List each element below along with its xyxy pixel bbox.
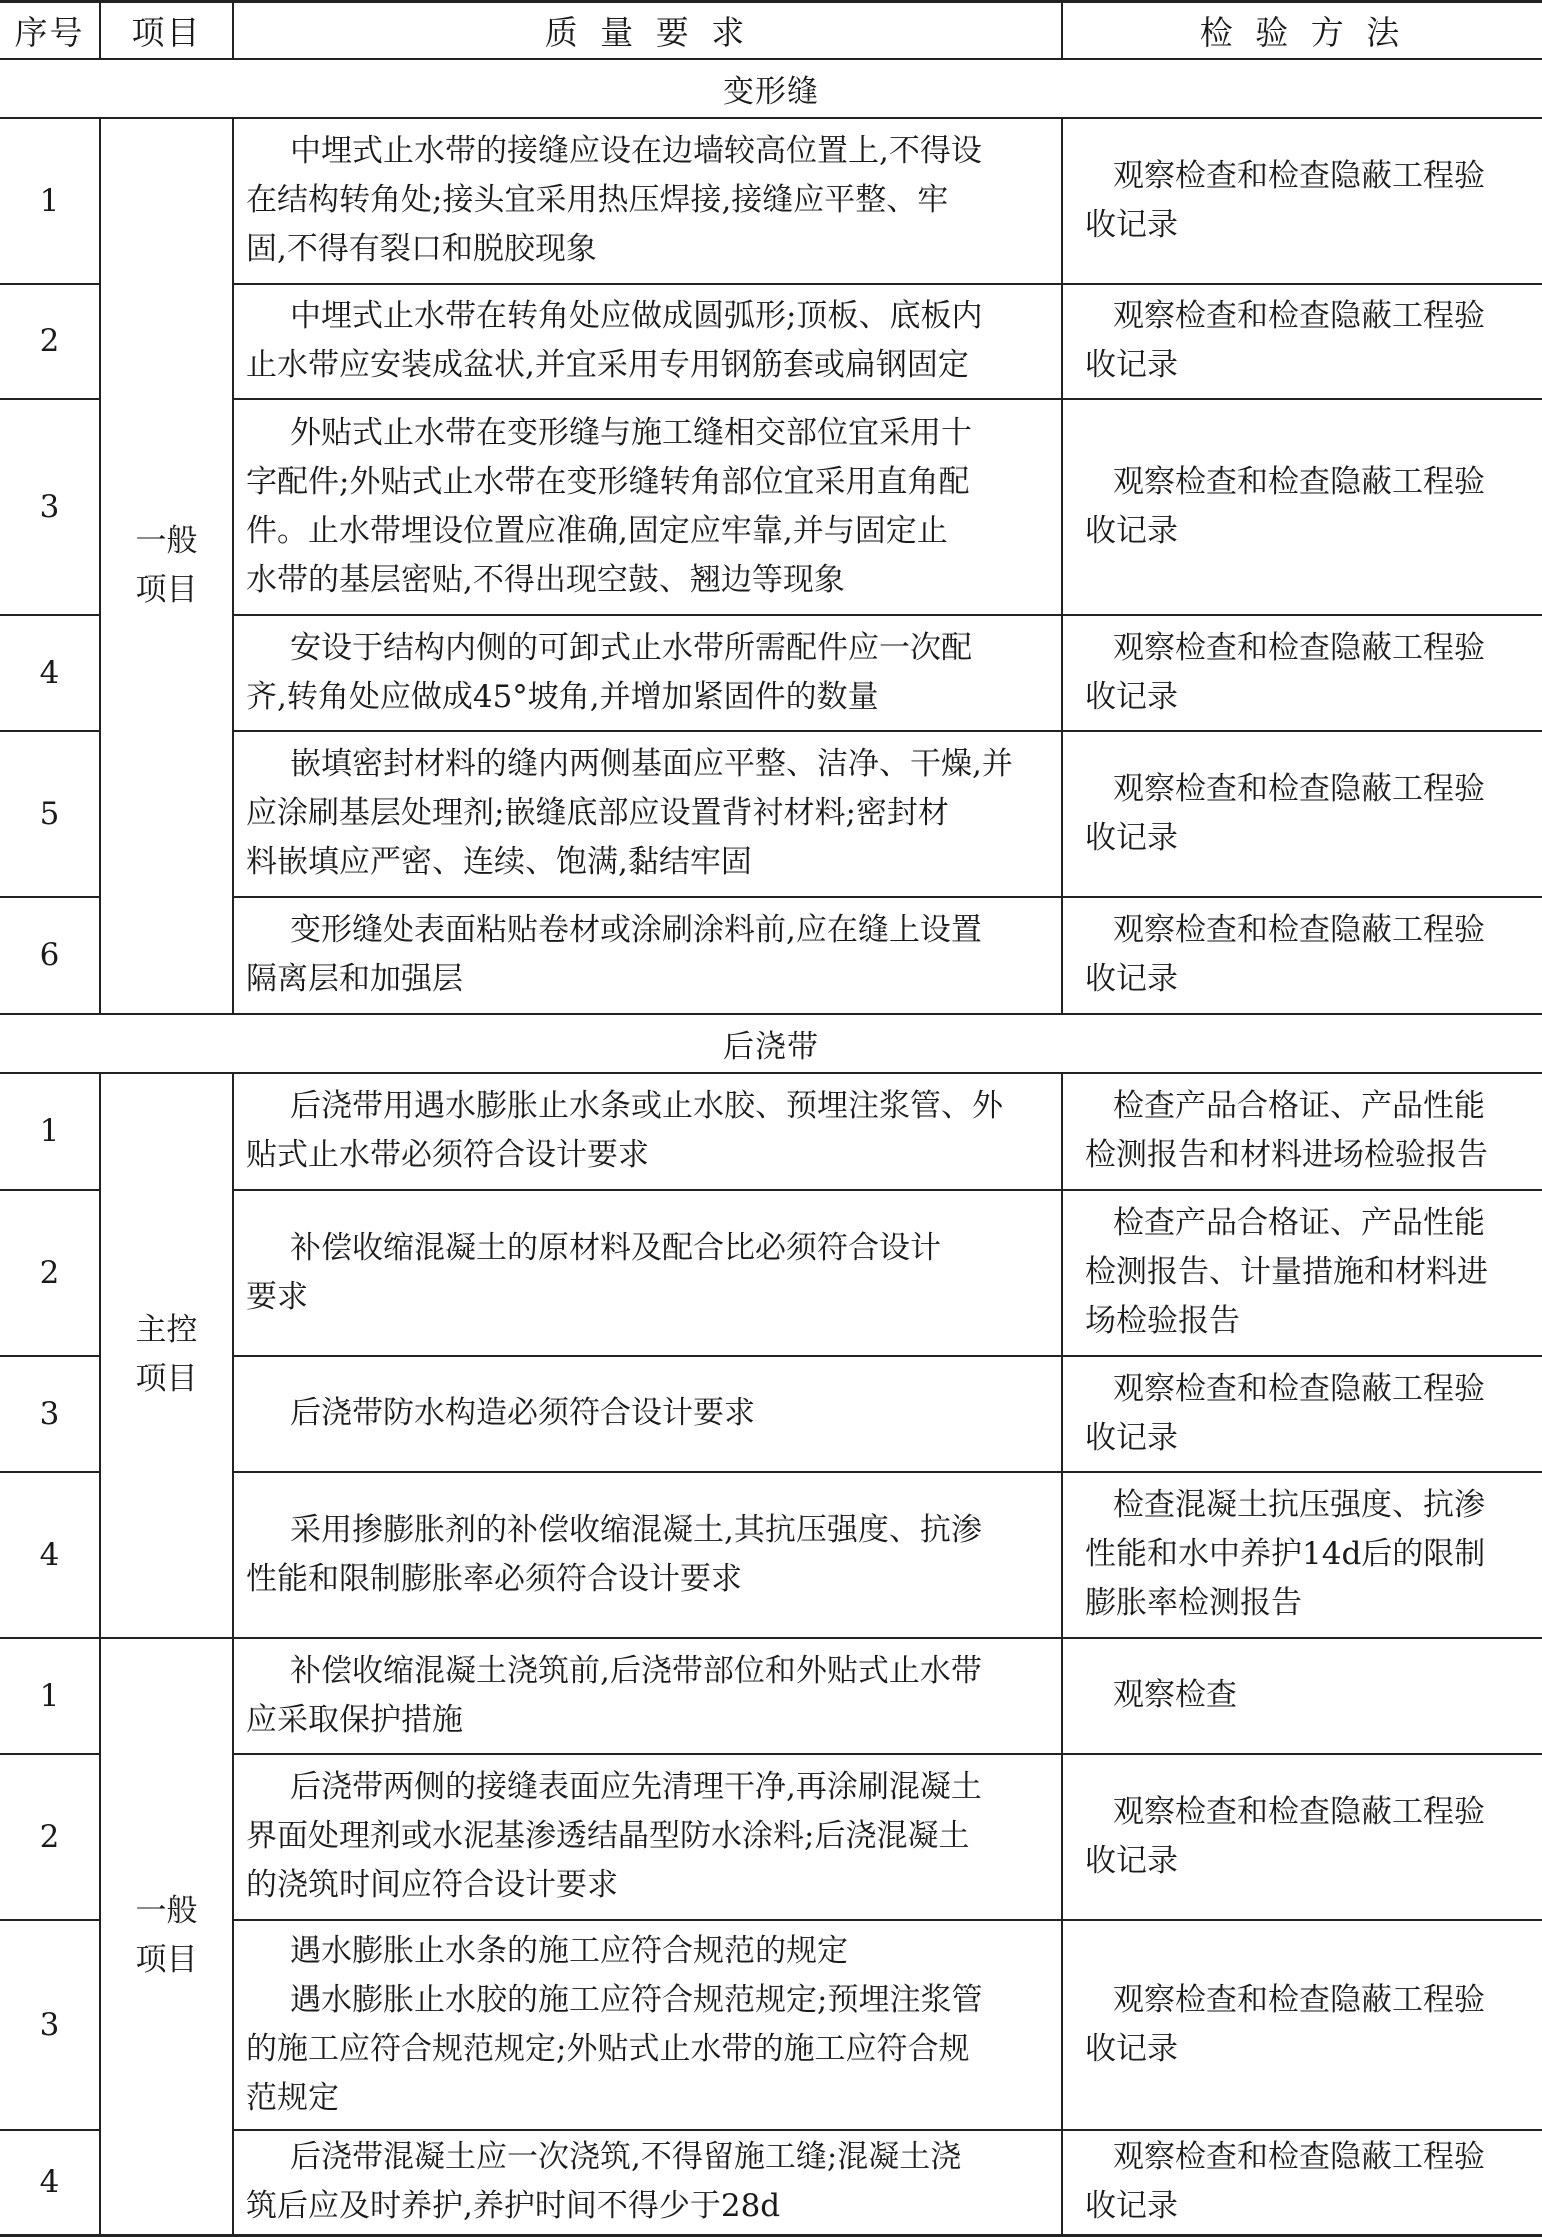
requirement-text: 补偿收缩混凝土的原材料及配合比必须符合设计 — [290, 1229, 941, 1266]
requirement-line — [246, 292, 1043, 341]
requirement-text: 止水带应安装成盆状,并宜采用专用钢筋套或扁钢固定 — [246, 347, 969, 383]
method-line — [1085, 673, 1526, 722]
table-row — [0, 1073, 1542, 1190]
requirement-text: 隔离层和加强层 — [246, 961, 463, 997]
requirement-cell — [233, 399, 1062, 615]
header-method: 检 验 方 法 — [1062, 2, 1542, 59]
method-line — [1085, 1530, 1526, 1579]
row-number: 2 — [0, 1754, 100, 1920]
row-number: 1 — [0, 1073, 100, 1190]
method-line — [1085, 624, 1526, 673]
requirement-cell — [233, 2130, 1062, 2236]
method-line — [1085, 341, 1526, 390]
method-line — [1085, 1579, 1526, 1628]
row-number: 2 — [0, 284, 100, 399]
method-text: 观察检查和检查隐蔽工程验 — [1113, 1793, 1485, 1830]
requirement-text: 贴式止水带必须符合设计要求 — [246, 1137, 649, 1173]
method-line — [1085, 2182, 1526, 2231]
table-body — [0, 2, 1542, 2236]
requirement-cell — [233, 1190, 1062, 1356]
method-text: 膨胀率检测报告 — [1085, 1585, 1302, 1621]
requirement-line — [246, 341, 1043, 390]
method-text: 收记录 — [1085, 206, 1178, 243]
method-text: 收记录 — [1085, 678, 1178, 715]
requirement-line — [246, 1555, 1043, 1604]
requirement-line — [246, 1647, 1043, 1696]
row-number: 4 — [0, 1472, 100, 1638]
requirement-line — [246, 624, 1043, 673]
category-cell — [100, 1638, 233, 2236]
category-label: 一般 — [135, 522, 198, 559]
requirement-line — [246, 1131, 1043, 1180]
method-text: 收记录 — [1085, 512, 1178, 549]
requirement-text: 补偿收缩混凝土浇筑前,后浇带部位和外贴式止水带 — [290, 1652, 982, 1689]
method-line — [1085, 152, 1526, 201]
row-number: 3 — [0, 399, 100, 615]
header-no: 序号 — [0, 2, 100, 59]
requirement-text: 齐,转角处应做成45°坡角,并增加紧固件的数量 — [246, 678, 879, 715]
requirement-line — [246, 1082, 1043, 1131]
requirement-text: 中埋式止水带在转角处应做成圆弧形;顶板、底板内 — [290, 298, 983, 334]
method-line — [1085, 1976, 1526, 2025]
method-text: 观察检查 — [1113, 1677, 1237, 1713]
method-line — [1085, 1365, 1526, 1414]
method-text: 观察检查和检查隐蔽工程验 — [1113, 298, 1485, 334]
method-text: 收记录 — [1085, 1842, 1178, 1879]
requirement-text: 字配件;外贴式止水带在变形缝转角部位宜采用直角配 — [246, 463, 970, 500]
method-line — [1085, 1297, 1526, 1346]
method-line — [1085, 292, 1526, 341]
method-text: 检查产品合格证、产品性能 — [1113, 1205, 1485, 1241]
method-text: 观察检查和检查隐蔽工程验 — [1113, 770, 1485, 807]
requirement-cell — [233, 118, 1062, 284]
method-text: 收记录 — [1085, 2030, 1178, 2067]
header-requirement: 质 量 要 求 — [233, 2, 1062, 59]
requirement-text: 后浇带防水构造必须符合设计要求 — [290, 1395, 755, 1431]
method-cell — [1062, 1356, 1542, 1472]
method-cell — [1062, 399, 1542, 615]
method-line — [1085, 458, 1526, 507]
method-line — [1085, 2133, 1526, 2182]
row-number: 1 — [0, 118, 100, 284]
requirement-line — [246, 1927, 1043, 1976]
header-item: 项目 — [100, 2, 233, 59]
requirement-cell — [233, 615, 1062, 731]
header-row — [0, 2, 1542, 59]
method-text: 观察检查和检查隐蔽工程验 — [1113, 912, 1485, 948]
requirement-line — [246, 740, 1043, 789]
requirement-text: 范规定 — [246, 2079, 339, 2116]
category-label: 项目 — [135, 1361, 198, 1397]
section-title: 后浇带 — [0, 1014, 1542, 1073]
requirement-line — [246, 1224, 1043, 1273]
requirement-text: 后浇带混凝土应一次浇筑,不得留施工缝;混凝土浇 — [290, 2139, 962, 2176]
requirement-line — [246, 2182, 1043, 2231]
requirement-line — [246, 1273, 1043, 1322]
method-text: 收记录 — [1085, 347, 1178, 383]
method-line — [1085, 1788, 1526, 1837]
requirement-line — [246, 556, 1043, 605]
requirement-text: 外贴式止水带在变形缝与施工缝相交部位宜采用十 — [290, 414, 972, 451]
section-header-row — [0, 59, 1542, 118]
requirement-line — [246, 2133, 1043, 2182]
requirement-text: 在结构转角处;接头宜采用热压焊接,接缝应平整、牢 — [246, 182, 949, 218]
requirement-text: 变形缝处表面粘贴卷材或涂刷涂料前,应在缝上设置 — [290, 912, 982, 948]
requirement-line — [246, 507, 1043, 556]
method-cell — [1062, 284, 1542, 399]
method-line — [1085, 507, 1526, 556]
requirement-line — [246, 2025, 1043, 2074]
method-cell — [1062, 1638, 1542, 1754]
method-text: 检测报告和材料进场检验报告 — [1085, 1137, 1488, 1173]
requirement-line — [246, 176, 1043, 225]
method-cell — [1062, 731, 1542, 897]
requirement-line — [246, 1763, 1043, 1812]
method-text: 检查产品合格证、产品性能 — [1113, 1088, 1485, 1124]
method-line — [1085, 1481, 1526, 1530]
method-cell — [1062, 1920, 1542, 2130]
requirement-line — [246, 409, 1043, 458]
method-line — [1085, 1671, 1526, 1720]
method-text: 检查混凝土抗压强度、抗渗 — [1113, 1487, 1485, 1523]
method-line — [1085, 201, 1526, 250]
section-title: 变形缝 — [0, 59, 1542, 118]
requirement-text: 安设于结构内侧的可卸式止水带所需配件应一次配 — [290, 629, 972, 666]
requirement-line — [246, 225, 1043, 274]
method-line — [1085, 1837, 1526, 1886]
requirement-line — [246, 1389, 1043, 1438]
requirement-line — [246, 789, 1043, 838]
requirement-text: 性能和限制膨胀率必须符合设计要求 — [246, 1560, 742, 1597]
requirement-text: 后浇带两侧的接缝表面应先清理干净,再涂刷混凝土 — [290, 1769, 982, 1805]
method-line — [1085, 955, 1526, 1004]
table-row — [0, 1638, 1542, 1754]
method-cell — [1062, 1190, 1542, 1356]
requirement-line — [246, 458, 1043, 507]
row-number: 1 — [0, 1638, 100, 1754]
method-text: 场检验报告 — [1085, 1303, 1240, 1339]
method-line — [1085, 765, 1526, 814]
section-header-row — [0, 1014, 1542, 1073]
requirement-text: 应采取保护措施 — [246, 1701, 463, 1738]
category-label: 主控 — [135, 1312, 198, 1348]
row-number: 3 — [0, 1356, 100, 1472]
requirement-line — [246, 838, 1043, 887]
category-cell — [100, 118, 233, 1014]
method-cell — [1062, 1472, 1542, 1638]
row-number: 5 — [0, 731, 100, 897]
method-line — [1085, 1131, 1526, 1180]
requirement-line — [246, 906, 1043, 955]
method-text: 观察检查和检查隐蔽工程验 — [1113, 629, 1485, 666]
requirement-line — [246, 1812, 1043, 1861]
requirement-cell — [233, 1638, 1062, 1754]
requirement-cell — [233, 1073, 1062, 1190]
method-text: 观察检查和检查隐蔽工程验 — [1113, 1370, 1485, 1407]
requirement-line — [246, 1861, 1043, 1910]
requirement-line — [246, 127, 1043, 176]
requirement-cell — [233, 731, 1062, 897]
row-number: 6 — [0, 897, 100, 1014]
requirement-cell — [233, 1472, 1062, 1638]
method-text: 收记录 — [1085, 2188, 1178, 2225]
method-text: 观察检查和检查隐蔽工程验 — [1113, 1981, 1485, 2018]
method-text: 观察检查和检查隐蔽工程验 — [1113, 463, 1485, 500]
method-text: 收记录 — [1085, 819, 1178, 856]
method-text: 观察检查和检查隐蔽工程验 — [1113, 157, 1485, 194]
requirement-text: 要求 — [246, 1278, 308, 1315]
requirement-text: 嵌填密封材料的缝内两侧基面应平整、洁净、干燥,并 — [290, 746, 1013, 782]
requirement-line — [246, 673, 1043, 722]
method-line — [1085, 1414, 1526, 1463]
requirement-line — [246, 955, 1043, 1004]
method-line — [1085, 814, 1526, 863]
row-number: 3 — [0, 1920, 100, 2130]
requirement-text: 筑后应及时养护,养护时间不得少于28d — [246, 2188, 781, 2225]
method-cell — [1062, 1073, 1542, 1190]
method-line — [1085, 1199, 1526, 1248]
requirement-line — [246, 1696, 1043, 1745]
requirement-cell — [233, 1754, 1062, 1920]
method-text: 收记录 — [1085, 961, 1178, 997]
method-line — [1085, 906, 1526, 955]
method-text: 观察检查和检查隐蔽工程验 — [1113, 2139, 1485, 2176]
requirement-text: 应涂刷基层处理剂;嵌缝底部应设置背衬材料;密封材 — [246, 795, 949, 831]
method-cell — [1062, 118, 1542, 284]
method-cell — [1062, 1754, 1542, 1920]
method-line — [1085, 1082, 1526, 1131]
requirement-cell — [233, 284, 1062, 399]
requirement-text: 中埋式止水带的接缝应设在边墙较高位置上,不得设 — [290, 133, 982, 169]
row-number: 4 — [0, 615, 100, 731]
requirement-line — [246, 1506, 1043, 1555]
requirement-cell — [233, 1356, 1062, 1472]
requirement-text: 件。止水带埋设位置应准确,固定应牢靠,并与固定止 — [246, 512, 948, 549]
category-cell — [100, 1073, 233, 1638]
requirement-text: 遇水膨胀止水胶的施工应符合规范规定;预埋注浆管 — [290, 1981, 983, 2018]
method-text: 收记录 — [1085, 1419, 1178, 1456]
method-line — [1085, 2025, 1526, 2074]
requirement-line — [246, 1976, 1043, 2025]
category-label: 项目 — [135, 571, 198, 608]
row-number: 2 — [0, 1190, 100, 1356]
requirement-cell — [233, 1920, 1062, 2130]
requirement-text: 固,不得有裂口和脱胶现象 — [246, 231, 597, 267]
requirement-text: 水带的基层密贴,不得出现空鼓、翘边等现象 — [246, 561, 845, 598]
category-label: 一般 — [135, 1893, 198, 1930]
requirement-cell — [233, 897, 1062, 1014]
method-text: 检测报告、计量措施和材料进 — [1085, 1254, 1488, 1290]
method-line — [1085, 1248, 1526, 1297]
table-row — [0, 118, 1542, 284]
requirement-text: 的浇筑时间应符合设计要求 — [246, 1867, 618, 1903]
requirement-line — [246, 2074, 1043, 2123]
method-text: 性能和水中养护14d后的限制 — [1085, 1536, 1486, 1572]
requirement-text: 界面处理剂或水泥基渗透结晶型防水涂料;后浇混凝土 — [246, 1818, 970, 1854]
requirement-text: 后浇带用遇水膨胀止水条或止水胶、预埋注浆管、外 — [290, 1088, 1003, 1124]
method-cell — [1062, 897, 1542, 1014]
category-label: 项目 — [135, 1942, 198, 1979]
requirement-text: 料嵌填应严密、连续、饱满,黏结牢固 — [246, 844, 752, 880]
method-cell — [1062, 2130, 1542, 2236]
method-cell — [1062, 615, 1542, 731]
requirement-text: 的施工应符合规范规定;外贴式止水带的施工应符合规 — [246, 2030, 970, 2067]
row-number: 4 — [0, 2130, 100, 2236]
requirement-text: 遇水膨胀止水条的施工应符合规范的规定 — [290, 1932, 848, 1969]
requirement-text: 采用掺膨胀剂的补偿收缩混凝土,其抗压强度、抗渗 — [290, 1511, 982, 1548]
